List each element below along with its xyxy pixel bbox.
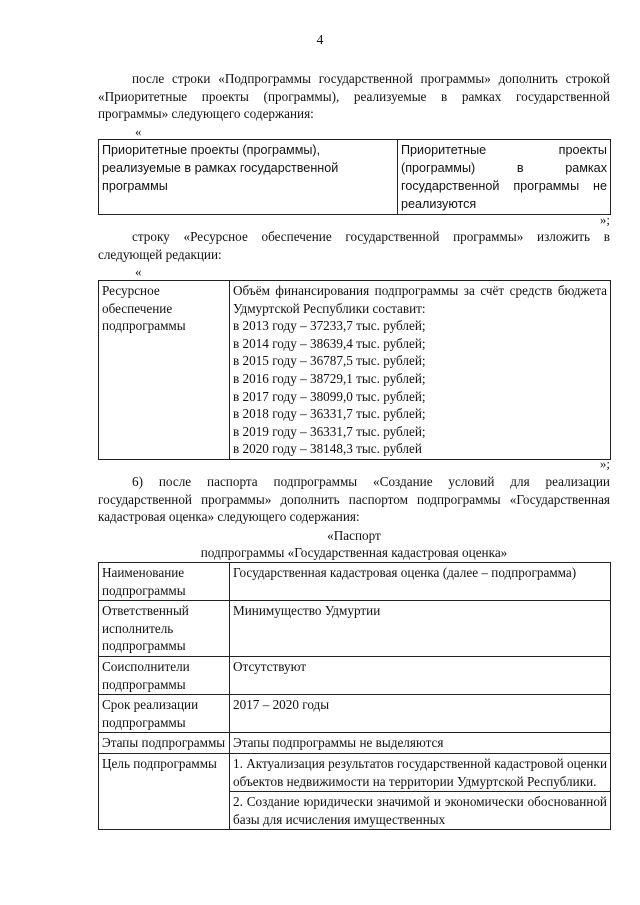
table-row	[99, 753, 611, 829]
resource-value	[230, 281, 611, 460]
year-line: в 2014 году – 38639,4 тыс. рублей;	[233, 335, 426, 351]
passport-label: Этапы подпрограммы	[99, 733, 230, 754]
goal-item-2: 2. Создание юридически значимой и экономически обоснованной базы для исчисления имущественных	[233, 794, 607, 827]
table-row	[99, 601, 611, 657]
passport-value	[230, 753, 611, 829]
passport-heading: «Паспорт	[327, 528, 381, 543]
year-line: в 2020 году – 38148,3 тыс. рублей	[233, 441, 422, 457]
year-line: в 2018 году – 36331,7 тыс. рублей;	[233, 406, 426, 422]
resource-table	[98, 280, 611, 460]
open-quote-2: «	[135, 264, 142, 279]
table-row	[99, 140, 611, 215]
open-quote-1: «	[135, 124, 142, 139]
passport-label: Срок реализации подпрограммы	[99, 695, 230, 733]
passport-value: 2017 – 2020 годы	[230, 695, 611, 733]
resource-label: Ресурсное обеспечение подпрограммы	[99, 281, 230, 460]
table-row	[99, 695, 611, 733]
passport-subheading: подпрограммы «Государственная кадастровая оценка»	[200, 545, 508, 560]
table-row	[99, 733, 611, 754]
year-line: в 2016 году – 38729,1 тыс. рублей;	[233, 370, 426, 386]
year-line: в 2015 году – 36787,5 тыс. рублей;	[233, 353, 426, 369]
page-number: 4	[316, 32, 324, 47]
table-row	[99, 281, 611, 460]
passport-label: Наименование подпрограммы	[99, 563, 230, 601]
priority-projects-table	[98, 139, 611, 215]
passport-label: Ответственный исполнитель подпрограммы	[99, 601, 230, 657]
paragraph-2: строку «Ресурсное обеспечение государственной программы» изложить в следующей редакции:	[98, 229, 610, 262]
close-quote-1: »;	[599, 212, 610, 227]
passport-value: Отсутствуют	[230, 656, 611, 694]
close-quote-2: »;	[599, 456, 610, 471]
paragraph-3: 6) после паспорта подпрограммы «Создание условий для реализации государственной программы» дополнить паспортом подпрограммы «Государственная кадастровая оценка» следующего содержания:	[98, 474, 610, 525]
table-row	[99, 563, 611, 601]
goal-item-1: 1. Актуализация результатов государственной кадастровой оценки объектов недвижимости на территории Удмуртской Республики.	[230, 754, 610, 792]
passport-value: Минимущество Удмуртии	[230, 601, 611, 657]
passport-value: Этапы подпрограммы не выделяются	[230, 733, 611, 754]
passport-label: Соисполнители подпрограммы	[99, 656, 230, 694]
year-line: в 2017 году – 38099,0 тыс. рублей;	[233, 388, 426, 404]
passport-label: Цель подпрограммы	[99, 753, 230, 829]
resource-intro: Объём финансирования подпрограммы за счёт средств бюджета Удмуртской Республики составит:	[233, 283, 607, 316]
year-line: в 2013 году – 37233,7 тыс. рублей;	[233, 318, 426, 334]
priority-projects-value: Приоритетные проекты (программы) в рамках государственной программы не реализуются	[398, 140, 611, 215]
priority-projects-label: Приоритетные проекты (программы), реализуемые в рамках государственной программы	[99, 140, 398, 215]
year-line: в 2019 году – 36331,7 тыс. рублей;	[233, 423, 426, 439]
paragraph-1: после строки «Подпрограммы государственной программы» дополнить строкой «Приоритетные проекты (программы), реализуемые в рамках государственной программы» следующего содержания:	[98, 71, 610, 122]
table-row	[99, 656, 611, 694]
passport-value: Государственная кадастровая оценка (далее – подпрограмма)	[230, 563, 611, 601]
passport-table	[98, 562, 611, 830]
